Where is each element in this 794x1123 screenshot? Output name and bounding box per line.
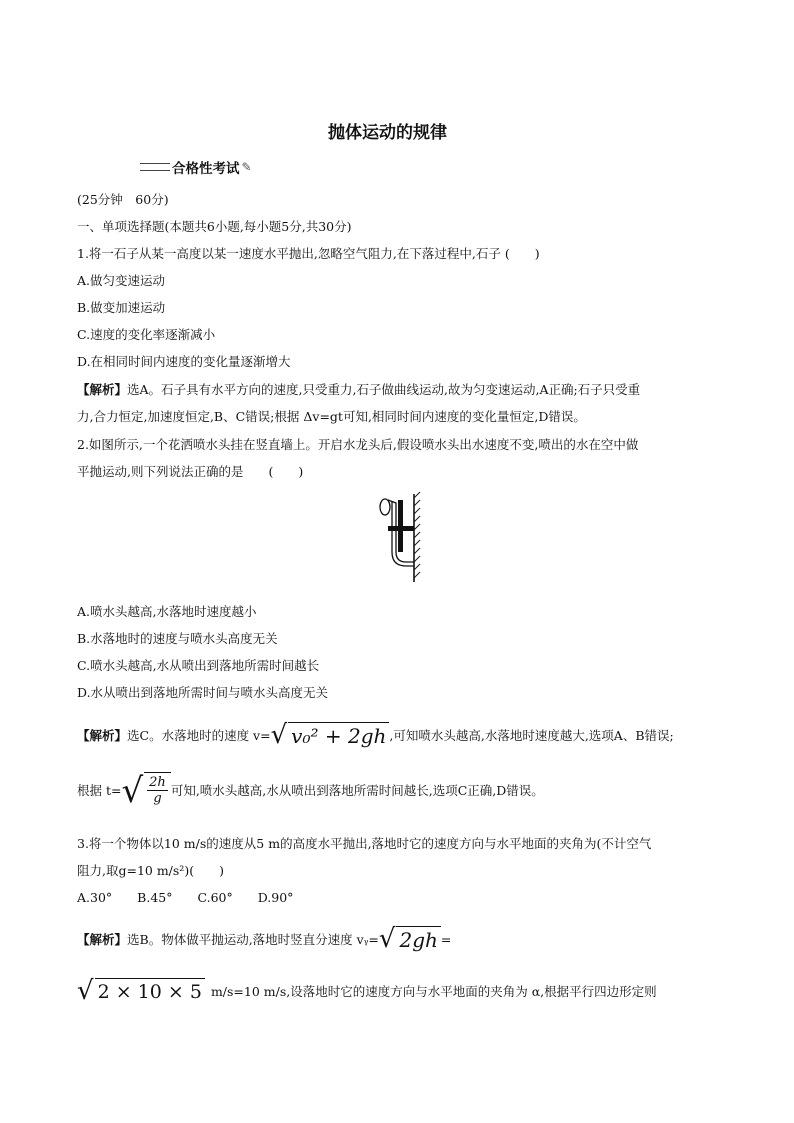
- sqrt-formula-numeric: √ 2 × 10 × 5: [77, 978, 205, 1005]
- q2-stem-line2: 平抛运动,则下列说法正确的是 ( ): [77, 464, 304, 479]
- q1-option-a: A.做匀变速运动: [77, 273, 166, 288]
- q1-option-c: C.速度的变化率逐渐减小: [77, 327, 216, 342]
- q3-stem-line2: 阻力,取g=10 m/s²)( ): [77, 863, 224, 878]
- sqrt-formula-2gh: √ 2gh: [379, 926, 441, 953]
- q1-explanation-line1: [77, 382, 640, 398]
- q3-explanation-line2: [77, 978, 657, 1005]
- section-header: [140, 157, 252, 177]
- double-rule-icon: [140, 163, 170, 171]
- q3-options: A.30° B.45° C.60° D.90°: [77, 890, 294, 905]
- q1-option-d: D.在相同时间内速度的变化量逐渐增大: [77, 354, 291, 369]
- q2-explanation-line1: [77, 722, 674, 749]
- q2-option-d: D.水从喷出到落地所需时间与喷水头高度无关: [77, 685, 329, 700]
- q3-explanation-text-b: m/s=10 m/s,设落地时它的速度方向与水平地面的夹角为 α,根据平行四边形定则: [210, 983, 657, 999]
- q3-stem-line1: 3.将一个物体以10 m/s的速度从5 m的高度水平抛出,落地时它的速度方向与水平地面的夹角为(不计空气: [77, 836, 652, 851]
- q2-explanation-text-d: 可知,喷水头越高,水从喷出到落地所需时间越长,选项C正确,D错误。: [170, 783, 544, 798]
- q3-explanation-text-a: 选B。物体做平抛运动,落地时竖直分速度 vᵧ=: [127, 931, 379, 947]
- q2-explanation-text-c: 根据 t=: [77, 783, 122, 798]
- q1-option-b: B.做变加速运动: [77, 300, 166, 315]
- explanation-tag: 【解析】: [77, 931, 128, 947]
- q2-option-c: C.喷水头越高,水从喷出到落地所需时间越长: [77, 658, 320, 673]
- q1-explanation-text: 选A。石子具有水平方向的速度,只受重力,石子做曲线运动,故为匀变速运动,A正确;石子只受重: [127, 382, 641, 397]
- q2-option-b: B.水落地时的速度与喷水头高度无关: [77, 631, 278, 646]
- q2-explanation-text-b: ,可知喷水头越高,水落地时速度越大,选项A、B错误;: [389, 727, 674, 743]
- section-title: 合格性考试: [172, 161, 240, 177]
- explanation-tag: 【解析】: [77, 727, 128, 743]
- equals-sign: =: [440, 931, 452, 947]
- explanation-tag: 【解析】: [77, 382, 128, 397]
- q3-explanation-line1: [77, 926, 451, 953]
- q1-explanation-line2: 力,合力恒定,加速度恒定,B、C错误;根据 Δv=gt可知,相同时间内速度的变化量恒定,D错误。: [77, 409, 586, 424]
- sqrt-formula-velocity: √ v₀² + 2gh: [271, 722, 390, 749]
- q2-stem-line1: 2.如图所示,一个花洒喷水头挂在竖直墙上。开启水龙头后,假设喷水头出水速度不变,喷出的水在空中做: [77, 437, 639, 452]
- shower-head-figure: [374, 490, 422, 585]
- pencil-icon: ✎: [241, 160, 252, 174]
- time-score-meta: (25分钟 60分): [77, 192, 169, 207]
- part-one-heading: 一、单项选择题(本题共6小题,每小题5分,共30分): [77, 219, 352, 234]
- q2-option-a: A.喷水头越高,水落地时速度越小: [77, 604, 257, 619]
- q2-explanation-text-a: 选C。水落地时的速度 v=: [127, 727, 271, 743]
- q1-stem: 1.将一石子从某一高度以某一速度水平抛出,忽略空气阻力,在下落过程中,石子 ( ): [77, 246, 540, 261]
- page-title: 抛体运动的规律: [328, 123, 447, 143]
- sqrt-formula-time: √ $\frac{2h}{g}$: [121, 772, 170, 810]
- q2-explanation-line2: [77, 772, 544, 810]
- fraction: $\frac{2h}{g}$: [149, 775, 166, 806]
